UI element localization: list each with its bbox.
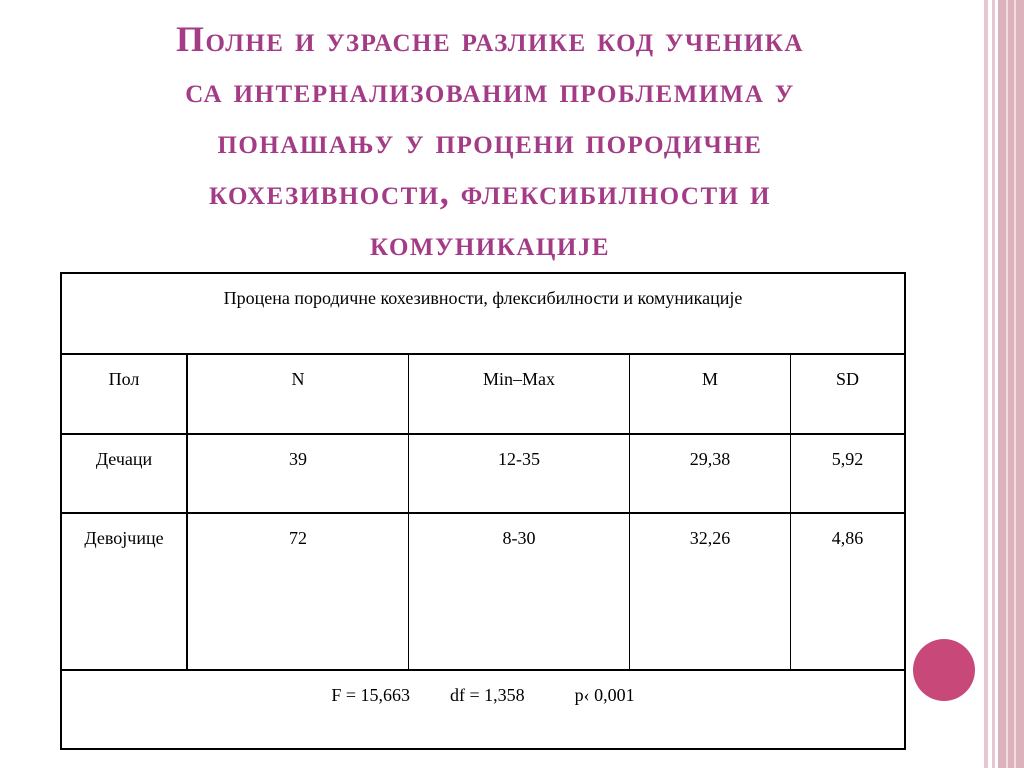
col-header-n: N	[187, 354, 409, 434]
table-caption: Процена породичне кохезивности, флексибилности и комуникације	[61, 273, 905, 354]
cell-mean: 32,26	[630, 513, 791, 670]
decor-stripe	[1014, 0, 1016, 768]
cell-min-max: 12-35	[409, 434, 630, 513]
table-footer	[61, 670, 905, 749]
title-line: са интернализованим проблемима у	[185, 70, 795, 110]
title-line: комуникације	[369, 223, 611, 263]
decor-stripe	[984, 0, 988, 768]
col-header-sd: SD	[791, 354, 906, 434]
slide-title	[20, 14, 960, 269]
cell-sd: 5,92	[791, 434, 906, 513]
table-header-row	[61, 354, 905, 434]
f-statistic: F = 15,663	[331, 685, 410, 705]
cell-n: 39	[187, 434, 409, 513]
table-row	[61, 434, 905, 513]
cell-sex: Дечаци	[61, 434, 187, 513]
cell-mean: 29,38	[630, 434, 791, 513]
cell-n: 72	[187, 513, 409, 670]
title-line: понашању у процени породичне	[217, 121, 763, 161]
df-statistic: df = 1,358	[450, 685, 525, 705]
cell-min-max: 8-30	[409, 513, 630, 670]
col-header-min-max: Min–Max	[409, 354, 630, 434]
title-line: Полне и узрасне разлике код ученика	[176, 19, 804, 59]
decor-circle	[913, 639, 975, 701]
p-value: p‹ 0,001	[574, 685, 635, 705]
col-header-sex: Пол	[61, 354, 187, 434]
table-footer-row	[61, 670, 905, 749]
decor-stripe	[992, 0, 995, 768]
title-line: кохезивности, флексибилности и	[208, 172, 772, 212]
decor-stripe	[1006, 0, 1008, 768]
table-caption-row	[61, 273, 905, 354]
results-table	[60, 272, 906, 750]
cell-sex: Девојчице	[61, 513, 187, 670]
col-header-mean: M	[630, 354, 791, 434]
decor-stripe	[998, 0, 1024, 768]
table-row	[61, 513, 905, 670]
cell-sd: 4,86	[791, 513, 906, 670]
